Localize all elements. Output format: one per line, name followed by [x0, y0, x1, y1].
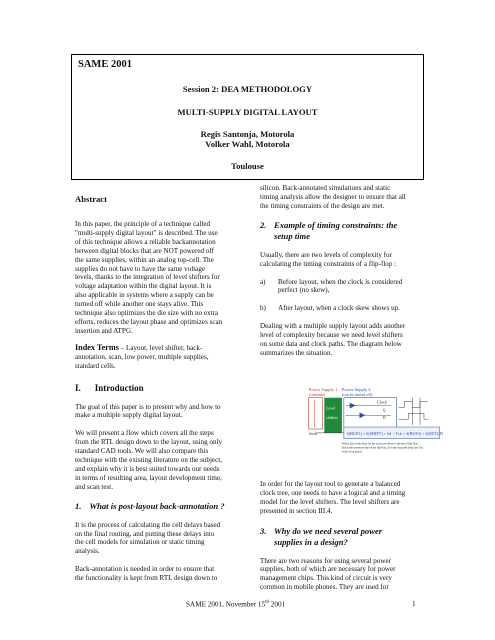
section-1-p1-line: the cell models for simulation or static timing	[75, 538, 205, 547]
index-terms-line: annotation, scan, low power, multiple supplies,	[75, 352, 209, 361]
section-1-p1-line: It is the process of calculating the cell delays based	[75, 520, 221, 529]
caption-line: is the clock period.	[341, 450, 363, 454]
abstract-line: the same supplies, within an analog top-cell. The	[75, 255, 214, 264]
session-title: Session 2: DEA METHODOLOGY	[182, 84, 313, 94]
level-label: Level	[326, 406, 336, 411]
power-supply-1-label: Power Supply 1	[308, 386, 338, 392]
abstract-line: In this paper, the principle of a technique called	[75, 220, 211, 228]
intro-p2-line: from the RTL design down to the layout, using only	[75, 438, 223, 447]
footer-prefix: SAME 2001, November 15	[186, 600, 266, 609]
section-2-p3-line: model for the level shifters. The level shifters are	[260, 497, 400, 506]
abstract-line: of this technique allows a reliable backannotation	[75, 237, 216, 246]
section-2-p3-line: In order for the layout tool to generate a balanced	[260, 479, 401, 488]
list-a-line: perfect (no skew),	[278, 286, 330, 295]
section-3-p1-line: management chips. This kind of circuit is very	[260, 574, 392, 583]
intro-p2-line: standard CAD tools. We will also compare this	[75, 447, 209, 456]
intro-heading	[75, 383, 250, 393]
list-a-line: Before layout, when the clock is considered	[278, 277, 403, 286]
continued-line: the timing constraints of the design are met.	[260, 201, 385, 210]
header-box	[71, 54, 424, 180]
section-1-p2-line: Back-annotation is needed in order to ensure that	[75, 565, 215, 574]
index-terms-line	[75, 344, 250, 353]
footer-text	[186, 600, 285, 608]
abstract-heading: Abstract	[75, 194, 107, 204]
section-2-p1-line: calculating the timing constraints of a flip-flop :	[260, 259, 397, 268]
abstract-line: also applicable in systems where a supply can be	[75, 291, 214, 300]
intro-p2-line: in terms of resulting area, layout development time,	[75, 473, 222, 482]
abstract-line: technique also optimizes the die size with no extra	[75, 309, 219, 318]
intro-p1-line: make a multiple supply digital layout.	[75, 411, 183, 420]
power-supply-2-sub: (can be turned off)	[341, 391, 373, 397]
section-1-p1-line: on the final routing, and putting these delays into	[75, 529, 215, 538]
section-1-heading	[75, 501, 250, 512]
section-3-p1-line: supplies, both of which are necessary for power	[260, 565, 396, 574]
page-number: 1	[412, 600, 416, 608]
section-2-p2-line: summarizes the situation.	[260, 348, 333, 357]
supply-2-region	[344, 398, 397, 429]
section-1-title: What is post-layout back-annotation ?	[89, 500, 225, 511]
buffer-1-icon	[350, 403, 356, 409]
section-2-p3-line: presented in section III.4.	[260, 506, 333, 515]
section-2-number: 2.	[260, 219, 267, 230]
section-2-p2-line: Dealing with a multiple supply layout adds another	[260, 322, 406, 331]
left-column	[75, 194, 250, 583]
paper-title: MULTI-SUPPLY DIGITAL LAYOUT	[177, 107, 318, 117]
power-supply-1-sub: (constant)	[308, 391, 326, 397]
footer-sup: th	[265, 600, 269, 605]
conference-name: SAME 2001	[78, 59, 132, 70]
section-3-p1-line: common in mobile phones. They are used for	[260, 583, 389, 592]
index-terms-line: standard cells.	[75, 361, 116, 370]
section-2-title-line: Example of timing constraints: the	[274, 219, 398, 230]
section-1-number: 1.	[75, 500, 82, 511]
abstract-line: "multi-supply digital layout" is described. The use	[75, 228, 218, 237]
q-label: Q	[382, 408, 386, 413]
timing-equation: δ(BUF1) + δ(SHIFT) + δd < Tck + δ(BUF2) + δ(SETUP)	[346, 430, 444, 436]
section-2-p2-line: level of complexity because we need level shifters	[260, 331, 403, 340]
abstract-line: voltage adaptation within the digital layout. It is	[75, 282, 212, 291]
section-2-heading	[260, 220, 436, 242]
list-marker-a: a)	[260, 277, 266, 286]
list-marker-b: b)	[260, 304, 266, 313]
section-2-p3-line: clock tree, one needs to have a logical and a timing	[260, 488, 406, 497]
section-3-number: 3.	[260, 525, 267, 536]
author-1: Regis Santonja, Motorola	[200, 129, 295, 139]
index-terms-text: – Layout, level shifter, back-	[118, 343, 203, 352]
index-terms-label: Index Terms	[75, 342, 119, 352]
timing-diagram	[305, 386, 455, 470]
caption-line: δ(d) is the transition time of the flip-flop, δd is the data path delay and Tck	[341, 446, 423, 450]
section-2-p1-line: Usually, there are two levels of complexity for	[260, 250, 392, 259]
caption-line: Where δ(x) is the delay for the clock tree driver to the pin of flip-flop ;	[341, 442, 419, 446]
intro-number: I.	[75, 382, 81, 393]
intro-p2-line: We will present a flow which covers all the steps	[75, 429, 214, 438]
buffer-2-icon	[359, 412, 365, 418]
list-item-a	[260, 278, 436, 296]
intro-p1-line: The goal of this paper is to present why and how to	[75, 402, 221, 411]
abstract-line: turned off while another one stays alive. This	[75, 300, 204, 309]
power-supply-2-label: Power Supply 2	[341, 386, 371, 392]
continued-line: silicon. Back-annotated simulations and static	[260, 184, 391, 192]
d-label: D	[382, 416, 386, 421]
abstract-line: supplies do not have to have the same voltage	[75, 264, 206, 273]
intro-p2-line: technique with the existing literature on the subject,	[75, 456, 222, 465]
author-2: Volker Wahl, Motorola	[205, 139, 290, 149]
section-3-title-line: Why do we need several power	[274, 525, 383, 536]
location: Toulouse	[231, 161, 264, 171]
abstract-line: insertion and ATPG.	[75, 326, 133, 335]
section-2-p2-line: on some data and clock paths. The diagram below	[260, 340, 402, 349]
list-item-b	[260, 304, 436, 313]
shifters-label: shifters	[326, 416, 338, 421]
section-1-p1-line: analysis.	[75, 547, 100, 556]
continued-line: timing analysis allow the designer to ensure that all	[260, 192, 406, 201]
abstract-line: efforts, reduces the layout phase and optimizes scan	[75, 317, 223, 326]
abstract-line: between digital blocks that are NOT powered off	[75, 246, 215, 255]
section-3-heading	[260, 526, 436, 548]
intro-p2-line: and explain why it is best suited towards our needs	[75, 464, 220, 473]
section-3-title-line: supplies in a design?	[274, 536, 348, 547]
section-3-p1-line: There are two reasons for using several power	[260, 556, 391, 565]
clock-label: Clock	[377, 399, 387, 405]
supply-1-region	[309, 398, 323, 429]
footer-suffix: 2001	[268, 600, 286, 609]
clock-input-label: clock	[308, 431, 318, 436]
intro-p2-line: and scan test.	[75, 482, 114, 491]
waveform	[399, 398, 428, 425]
abstract-line: levels, thanks to the integration of level shifters for	[75, 273, 220, 282]
section-1-p2-line: the functionality is kept from RTL design down to	[75, 574, 218, 583]
abstract-body	[75, 220, 250, 336]
list-b-line: After layout, when a clock skew shows up.	[278, 304, 400, 313]
section-2-title-line: setup time	[274, 230, 311, 241]
intro-title: Introduction	[94, 382, 144, 393]
